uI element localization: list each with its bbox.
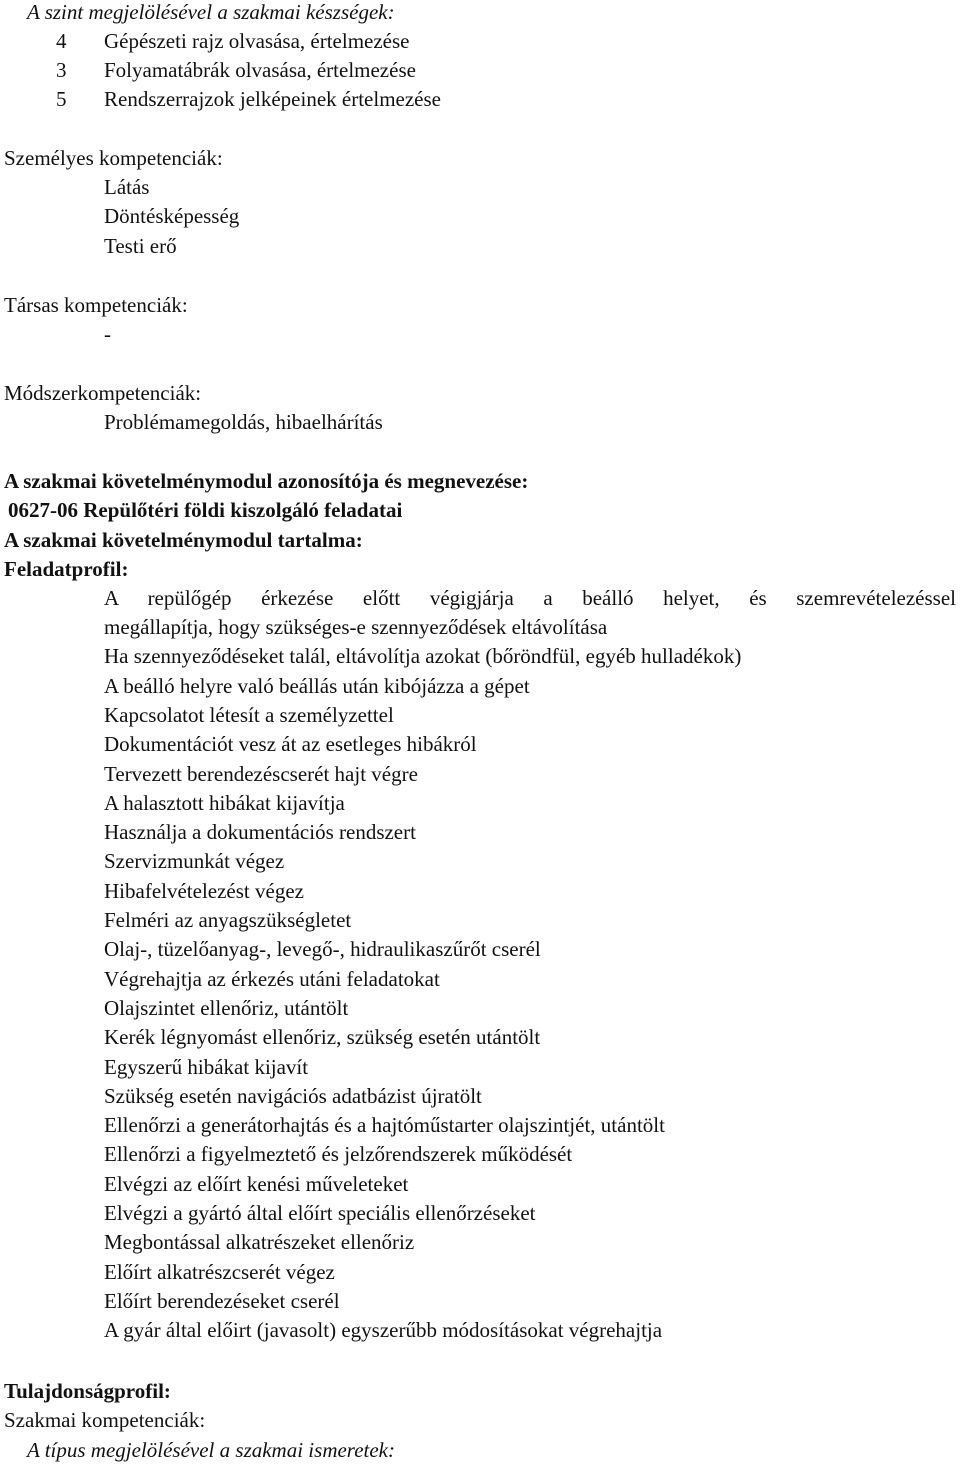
personal-competency-item: Látás [104, 175, 150, 199]
skill-level-heading: A szint megjelölésével a szakmai készségek: [27, 0, 395, 24]
module-content-heading: A szakmai követelménymodul tartalma: [4, 528, 363, 552]
task-item: Használja a dokumentációs rendszert [104, 820, 416, 844]
task-item: Ha szennyeződéseket talál, eltávolítja azokat (bőröndfül, egyéb hulladékok) [104, 644, 742, 668]
module-id-name: 0627-06 Repülőtéri földi kiszolgáló feladatai [8, 498, 403, 522]
method-competencies-heading: Módszerkompetenciák: [4, 381, 202, 405]
skill-text: Rendszerrajzok jelképeinek értelmezése [104, 87, 441, 111]
type-knowledge-heading: A típus megjelölésével a szakmai ismeretek: [27, 1438, 395, 1462]
task-item: Kapcsolatot létesít a személyzettel [104, 703, 394, 727]
task-item: Olajszintet ellenőriz, utántölt [104, 996, 349, 1020]
task-item: A halasztott hibákat kijavítja [104, 791, 345, 815]
skill-level: 4 [56, 29, 67, 53]
task-item: Előírt alkatrészcserét végez [104, 1260, 335, 1284]
task-item: Kerék légnyomást ellenőriz, szükség esetén utántölt [104, 1025, 541, 1049]
task-item: Egyszerű hibákat kijavít [104, 1055, 309, 1079]
task-item: Végrehajtja az érkezés utáni feladatokat [104, 967, 440, 991]
task-profile-heading: Feladatprofil: [4, 557, 129, 581]
social-competency-item: - [104, 322, 111, 346]
task-item: Felméri az anyagszükségletet [104, 908, 352, 932]
task-item: Elvégzi a gyártó által előírt speciális ellenőrzéseket [104, 1201, 536, 1225]
skill-text: Folyamatábrák olvasása, értelmezése [104, 58, 416, 82]
task-item: Tervezett berendezéscserét hajt végre [104, 762, 418, 786]
task-item: Elvégzi az előírt kenési műveleteket [104, 1172, 409, 1196]
module-id-heading: A szakmai követelménymodul azonosítója és megnevezése: [4, 469, 529, 493]
task-item: Ellenőrzi a figyelmeztető és jelzőrendszerek működését [104, 1142, 573, 1166]
method-competency-item: Problémamegoldás, hibaelhárítás [104, 410, 383, 434]
task-item: A gyár által előirt (javasolt) egyszerűbb módosításokat végrehajtja [104, 1318, 663, 1342]
skill-text: Gépészeti rajz olvasása, értelmezése [104, 29, 410, 53]
task-item: Szervizmunkát végez [104, 849, 285, 873]
task-item: A beálló helyre való beállás után kibójázza a gépet [104, 674, 530, 698]
skill-level: 3 [56, 58, 67, 82]
professional-competencies-heading: Szakmai kompetenciák: [4, 1408, 206, 1432]
task-item: Hibafelvételezést végez [104, 879, 304, 903]
social-competencies-heading: Társas kompetenciák: [4, 293, 188, 317]
task-item: Előírt berendezéseket cserél [104, 1289, 340, 1313]
skill-level: 5 [56, 87, 67, 111]
personal-competency-item: Döntésképesség [104, 204, 240, 228]
task-item: megállapítja, hogy szükséges-e szennyeződések eltávolítása [104, 615, 608, 639]
task-item: Olaj-, tüzelőanyag-, levegő-, hidraulikaszűrőt cserél [104, 937, 541, 961]
task-item: Ellenőrzi a generátorhajtás és a hajtóműstarter olajszintjét, utántölt [104, 1113, 665, 1137]
personal-competency-item: Testi erő [104, 234, 177, 258]
task-item: Szükség esetén navigációs adatbázist újratölt [104, 1084, 482, 1108]
task-item: Megbontással alkatrészeket ellenőriz [104, 1230, 415, 1254]
task-item: Dokumentációt vesz át az esetleges hibákról [104, 732, 477, 756]
property-profile-heading: Tulajdonságprofil: [4, 1379, 171, 1403]
task-profile-first-line: A repülőgép érkezése előtt végigjárja a beálló helyet, és szemrevételezéssel [104, 586, 956, 610]
personal-competencies-heading: Személyes kompetenciák: [4, 146, 223, 170]
